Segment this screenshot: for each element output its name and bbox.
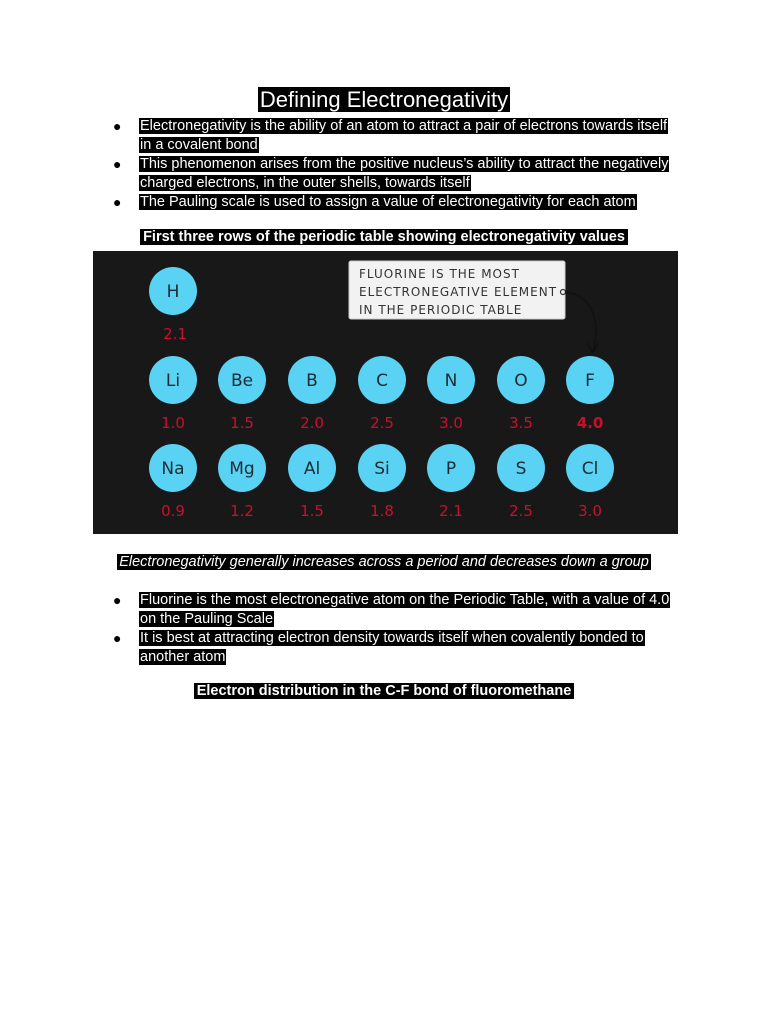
element-s bbox=[497, 444, 545, 520]
element-f bbox=[566, 356, 614, 432]
element-symbol: C bbox=[376, 371, 388, 391]
page-title-text: Defining Electronegativity bbox=[259, 87, 509, 112]
element-symbol: Li bbox=[165, 371, 181, 391]
element-n bbox=[427, 356, 475, 432]
bullet-text: Fluorine is the most electronegative atom on the Periodic Table, with a value of 4.0 on the Pauling Scale bbox=[140, 592, 670, 627]
electronegativity-value: 2.0 bbox=[300, 414, 324, 432]
element-symbol: S bbox=[515, 459, 527, 479]
element-c bbox=[358, 356, 406, 432]
element-symbol: P bbox=[445, 459, 457, 479]
element-h bbox=[149, 267, 197, 343]
element-mg bbox=[218, 444, 266, 520]
element-symbol: Cl bbox=[581, 459, 599, 479]
element-li bbox=[149, 356, 197, 432]
fluorine-bullet-list bbox=[113, 591, 673, 667]
callout-line-3: IN THE PERIODIC TABLE bbox=[359, 303, 523, 317]
bullet-icon: ● bbox=[113, 194, 122, 210]
callout-line-1: FLUORINE IS THE MOST bbox=[359, 267, 520, 281]
element-p bbox=[427, 444, 475, 520]
electronegativity-value: 3.5 bbox=[509, 414, 533, 432]
list-item bbox=[113, 591, 673, 629]
bullet-icon: ● bbox=[113, 592, 122, 608]
periodic-table-figure bbox=[93, 251, 678, 534]
element-b bbox=[288, 356, 336, 432]
electronegativity-value: 3.0 bbox=[439, 414, 463, 432]
electronegativity-value: 1.5 bbox=[230, 414, 254, 432]
trend-statement-text: Electronegativity generally increases across a period and decreases down a group bbox=[119, 554, 649, 570]
list-item bbox=[113, 629, 673, 667]
element-al bbox=[288, 444, 336, 520]
arrow-head-icon bbox=[587, 343, 598, 353]
bullet-icon: ● bbox=[113, 118, 122, 134]
figure-caption bbox=[0, 228, 768, 247]
element-symbol: Si bbox=[374, 459, 390, 479]
element-cl bbox=[566, 444, 614, 520]
list-item bbox=[113, 193, 673, 212]
callout-line-2: ELECTRONEGATIVE ELEMENT bbox=[359, 285, 558, 299]
element-symbol: Be bbox=[230, 371, 254, 391]
intro-bullet-list bbox=[113, 117, 673, 212]
bullet-text: It is best at attracting electron density towards itself when covalently bonded to another atom bbox=[140, 630, 644, 665]
element-na bbox=[149, 444, 197, 520]
electronegativity-value: 2.1 bbox=[163, 325, 187, 343]
second-caption bbox=[0, 682, 768, 701]
bullet-text: The Pauling scale is used to assign a value of electronegativity for each atom bbox=[140, 194, 636, 210]
electronegativity-value: 0.9 bbox=[161, 502, 185, 520]
electronegativity-value: 4.0 bbox=[576, 414, 604, 432]
callout-arrow bbox=[565, 292, 596, 351]
electronegativity-value: 3.0 bbox=[578, 502, 602, 520]
element-symbol: O bbox=[514, 371, 528, 391]
electronegativity-value: 1.0 bbox=[161, 414, 185, 432]
callout bbox=[349, 261, 598, 353]
element-si bbox=[358, 444, 406, 520]
list-item bbox=[113, 117, 673, 155]
electronegativity-value: 2.1 bbox=[439, 502, 463, 520]
bullet-text: Electronegativity is the ability of an atom to attract a pair of electrons towards itself in a covalent bond bbox=[140, 118, 668, 153]
electronegativity-value: 1.5 bbox=[300, 502, 324, 520]
element-symbol: Al bbox=[303, 459, 321, 479]
element-symbol: Na bbox=[161, 459, 185, 479]
electronegativity-value: 2.5 bbox=[370, 414, 394, 432]
element-be bbox=[218, 356, 266, 432]
second-caption-text: Electron distribution in the C-F bond of fluoromethane bbox=[194, 683, 575, 699]
trend-statement bbox=[0, 553, 768, 572]
electronegativity-value: 2.5 bbox=[509, 502, 533, 520]
element-symbol: B bbox=[306, 371, 318, 391]
element-symbol: N bbox=[444, 371, 458, 391]
periodic-table-svg bbox=[93, 251, 678, 534]
list-item bbox=[113, 155, 673, 193]
element-symbol: H bbox=[166, 282, 180, 302]
bullet-icon: ● bbox=[113, 156, 122, 172]
element-symbol: Mg bbox=[229, 459, 255, 479]
bullet-text: This phenomenon arises from the positive nucleus’s ability to attract the negatively charged electrons, in the outer shells, towards itself bbox=[140, 156, 669, 191]
electronegativity-value: 1.2 bbox=[230, 502, 254, 520]
bullet-icon: ● bbox=[113, 630, 122, 646]
figure-caption-text: First three rows of the periodic table showing electronegativity values bbox=[140, 229, 628, 245]
electronegativity-value: 1.8 bbox=[370, 502, 394, 520]
element-symbol: F bbox=[585, 371, 595, 391]
page-title bbox=[0, 86, 768, 114]
element-o bbox=[497, 356, 545, 432]
